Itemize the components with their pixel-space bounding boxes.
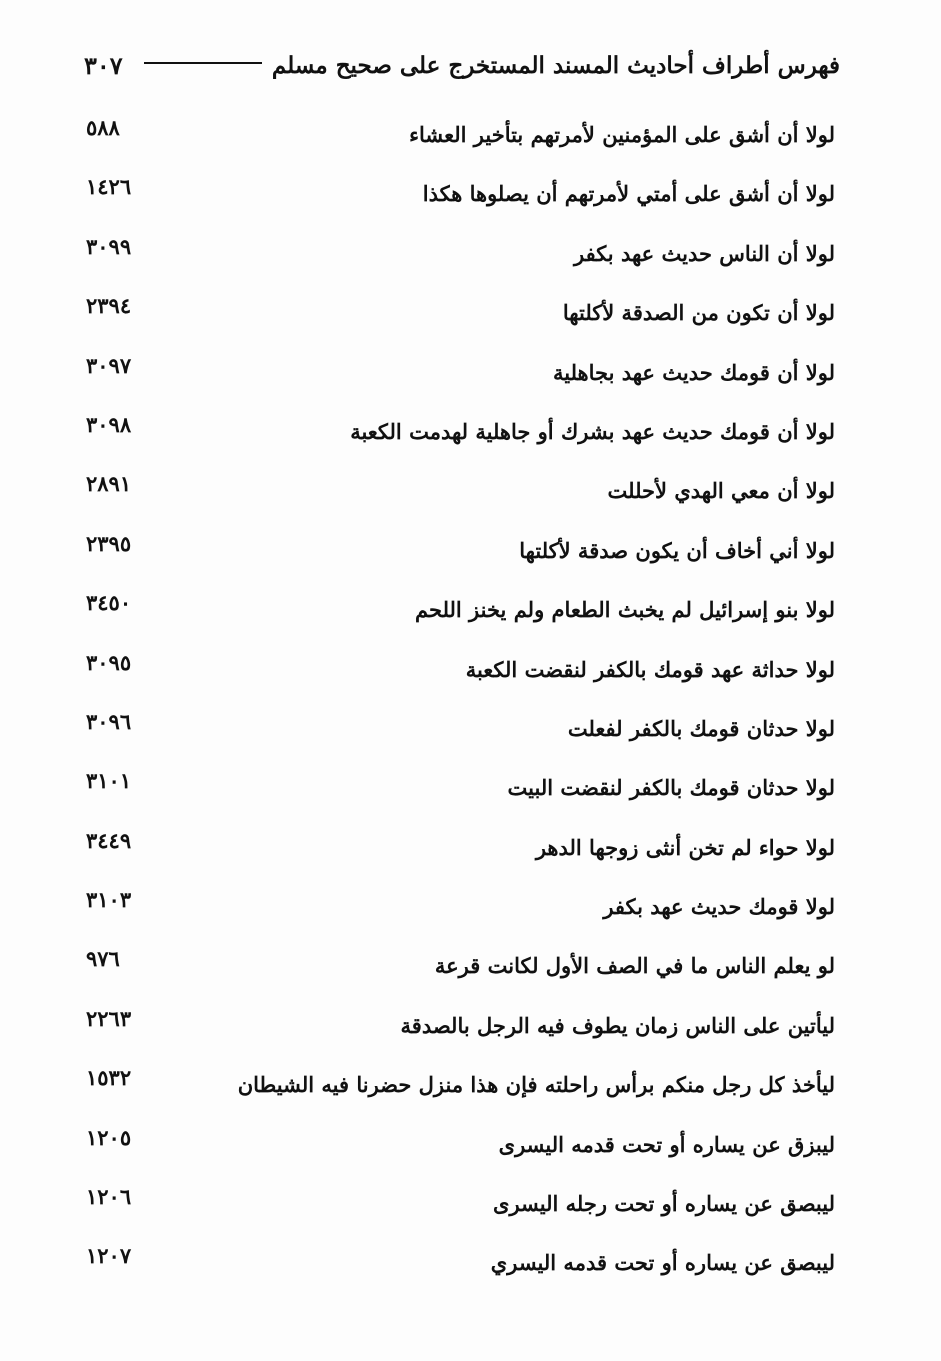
hadith-number: ٣٠٩٦: [86, 708, 132, 734]
hadith-text: ليأخذ كل رجل منكم برأس راحلته فإن هذا منزل حضرنا فيه الشيطان: [237, 1072, 835, 1098]
hadith-number: ٢٨٩١: [86, 471, 132, 497]
index-entry: [0, 1003, 941, 1062]
index-entry: [0, 290, 941, 349]
hadith-text: لولا أن تكون من الصدقة لأكلتها: [562, 300, 835, 326]
hadith-text: ليبصق عن يساره أو تحت قدمه اليسري: [490, 1250, 835, 1276]
hadith-number: ٢٣٩٤: [86, 293, 132, 319]
hadith-number: ٣١٠١: [86, 768, 132, 794]
index-entry: [0, 587, 941, 646]
index-entry: [0, 468, 941, 527]
hadith-text: لولا أن الناس حديث عهد بكفر: [574, 240, 835, 266]
hadith-number: ٣٤٤٩: [86, 827, 132, 853]
index-entries: [0, 112, 941, 1300]
hadith-text: لولا أني أخاف أن يكون صدقة لأكلتها: [519, 537, 835, 563]
index-entry: [0, 1240, 941, 1299]
hadith-text: لولا حواء لم تخن أنثى زوجها الدهر: [535, 834, 835, 860]
hadith-text: لو يعلم الناس ما في الصف الأول لكانت قرعة: [434, 953, 835, 979]
page-title: فهرس أطراف أحاديث المسند المستخرج على صحيح مسلم: [271, 51, 840, 79]
index-entry: [0, 884, 941, 943]
hadith-number: ٣٠٩٩: [86, 233, 132, 259]
hadith-text: ليبزق عن يساره أو تحت قدمه اليسرى: [498, 1131, 835, 1157]
hadith-text: لولا حداثة عهد قومك بالكفر لنقضت الكعبة: [465, 656, 835, 682]
index-entry: [0, 171, 941, 230]
index-entry: [0, 706, 941, 765]
index-entry: [0, 647, 941, 706]
hadith-text: لولا أن أشق على أمتي لأمرتهم أن يصلوها هكذا: [422, 181, 835, 207]
hadith-text: لولا أن أشق على المؤمنين لأمرتهم بتأخير العشاء: [409, 122, 835, 147]
hadith-number: ١٤٢٦: [86, 174, 132, 200]
index-entry: [0, 1062, 941, 1121]
hadith-text: لولا حدثان قومك بالكفر لنقضت البيت: [507, 775, 835, 801]
page-header: [80, 40, 840, 90]
hadith-number: ٣١٠٣: [86, 887, 132, 913]
hadith-text: لولا أن معي الهدي لأحللت: [607, 478, 835, 504]
index-entry: [0, 528, 941, 587]
index-entry: [0, 825, 941, 884]
hadith-number: ١٢٠٧: [86, 1243, 132, 1269]
hadith-text: لولا قومك حديث عهد بكفر: [603, 894, 835, 920]
index-entry: [0, 409, 941, 468]
hadith-text: لولا أن قومك حديث عهد بجاهلية: [553, 359, 835, 385]
hadith-number: ٣٠٩٥: [86, 649, 132, 675]
hadith-number: ١٥٣٢: [86, 1065, 132, 1091]
hadith-number: ١٢٠٦: [86, 1184, 132, 1210]
hadith-text: لولا بنو إسرائيل لم يخبث الطعام ولم يخنز اللحم: [415, 597, 835, 623]
index-entry: [0, 350, 941, 409]
hadith-number: ١٢٠٥: [86, 1124, 132, 1150]
index-entry: [0, 765, 941, 824]
hadith-text: ليأتين على الناس زمان يطوف فيه الرجل بالصدقة: [400, 1012, 835, 1038]
index-entry: [0, 231, 941, 290]
index-entry: [0, 1181, 941, 1240]
hadith-number: ٥٨٨: [86, 115, 120, 140]
hadith-number: ٢٣٩٥: [86, 530, 132, 556]
index-entry: [0, 112, 941, 171]
hadith-number: ٢٢٦٣: [86, 1005, 132, 1031]
header-rule: [144, 62, 262, 64]
index-entry: [0, 943, 941, 1002]
page-number: ٣٠٧: [84, 50, 123, 80]
hadith-text: لولا حدثان قومك بالكفر لفعلت: [567, 715, 835, 741]
hadith-number: ٣٠٩٨: [86, 411, 132, 437]
hadith-text: ليبصق عن يساره أو تحت رجله اليسرى: [493, 1191, 835, 1217]
index-entry: [0, 1122, 941, 1181]
hadith-number: ٣٤٥٠: [86, 590, 132, 616]
hadith-text: لولا أن قومك حديث عهد بشرك أو جاهلية لهدمت الكعبة: [350, 418, 835, 444]
hadith-number: ٣٠٩٧: [86, 352, 132, 378]
hadith-number: ٩٧٦: [86, 946, 120, 972]
